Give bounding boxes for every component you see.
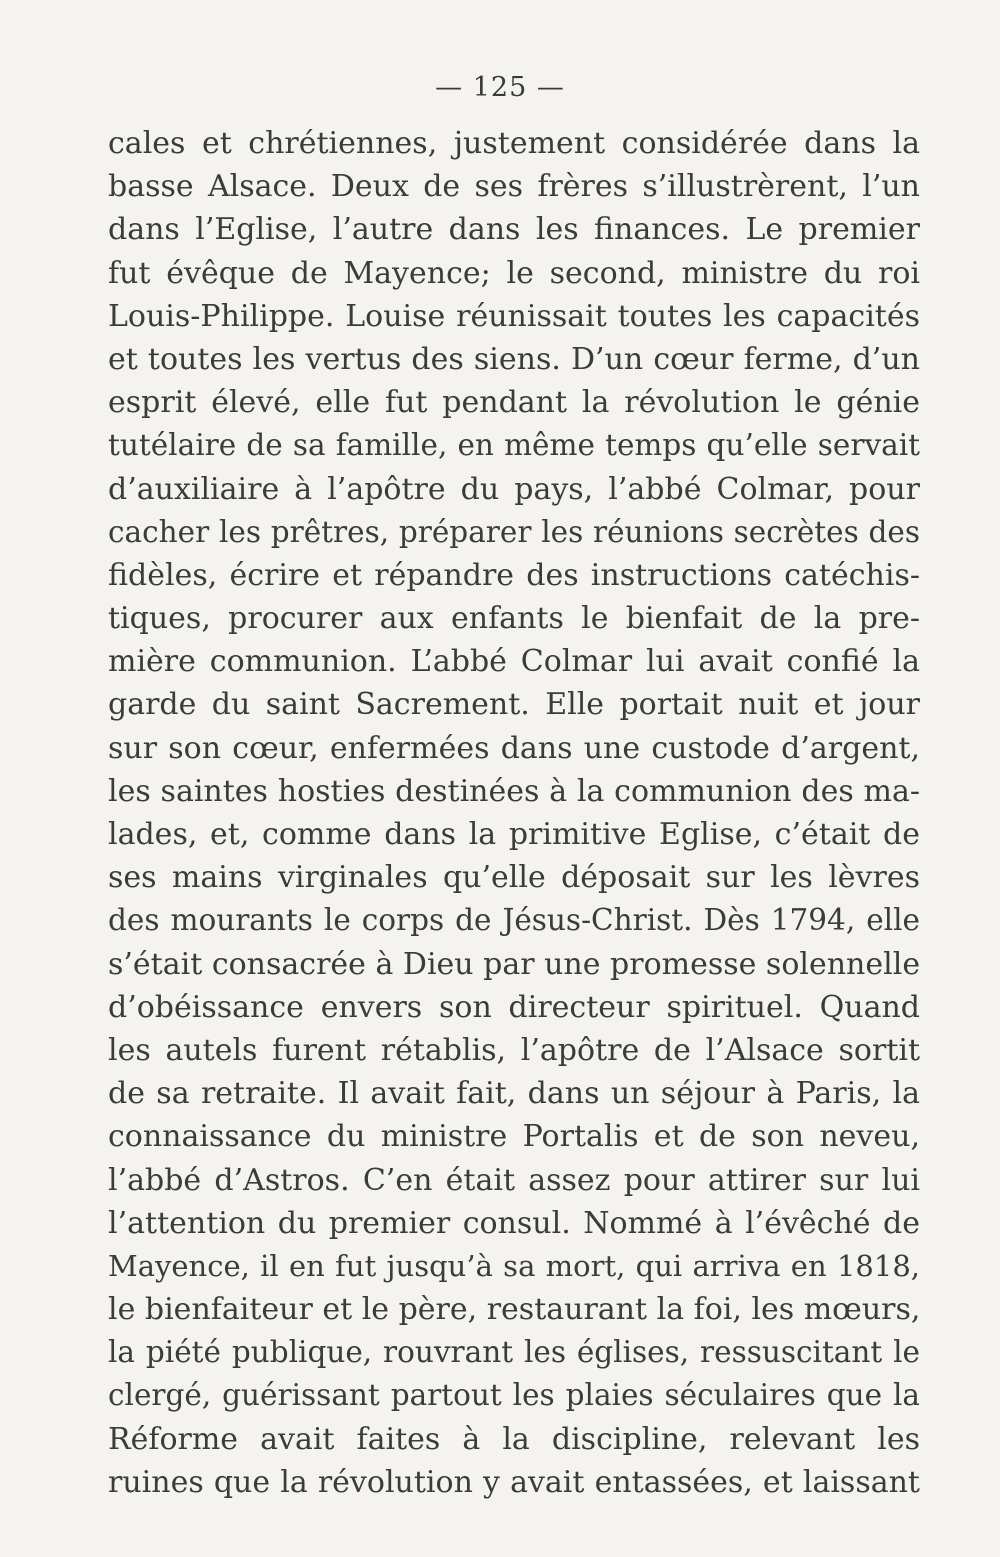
text-line: Réforme avait faites à la discipline, relevant les [108, 1421, 920, 1457]
text-line: sur son cœur, enfermées dans une custode d’argent, [108, 730, 920, 766]
text-line: mière communion. L’abbé Colmar lui avait confié la [108, 644, 920, 680]
text-line: clergé, guérissant partout les plaies séculaires que la [108, 1378, 920, 1413]
text-line: basse Alsace. Deux de ses frères s’illustrèrent, l’un [108, 169, 920, 205]
text-line: s’était consacrée à Dieu par une promesse solennelle [108, 946, 921, 982]
body-text [108, 122, 920, 1504]
text-line: Mayence, il en fut jusqu’à sa mort, qui arriva en 1818, [108, 1248, 920, 1283]
text-line: connaissance du ministre Portalis et de son neveu, [108, 1119, 920, 1155]
text-line: cales et chrétiennes, justement considérée dans la [108, 126, 920, 161]
text-line: de sa retraite. Il avait fait, dans un séjour à Paris, la [108, 1076, 920, 1112]
text-line: cacher les prêtres, préparer les réunions secrètes des [108, 514, 920, 549]
text-line: la piété publique, rouvrant les églises, ressuscitant le [108, 1335, 920, 1370]
text-line: dans l’Eglise, l’autre dans les finances. Le premier [108, 212, 920, 248]
text-line: l’attention du premier consul. Nommé à l’évêché de [108, 1205, 920, 1241]
text-line: les autels furent rétablis, l’apôtre de l’Alsace sortit [108, 1032, 920, 1068]
text-line: Louis-Philippe. Louise réunissait toutes les capacités [108, 298, 920, 334]
text-line: d’obéissance envers son directeur spirituel. Quand [108, 989, 920, 1025]
text-line: et toutes les vertus des siens. D’un cœur ferme, d’un [108, 341, 920, 377]
text-line: ruines que la révolution y avait entassées, et laissant [108, 1464, 920, 1500]
text-line: ses mains virginales qu’elle déposait sur les lèvres [108, 860, 920, 896]
page-number: — 125 — [435, 72, 565, 103]
text-line: des mourants le corps de Jésus-Christ. Dès 1794, elle [108, 903, 920, 938]
text-line: tiques, procurer aux enfants le bienfait de la pre- [108, 601, 920, 637]
text-line: le bienfaiteur et le père, restaurant la foi, les mœurs, [108, 1292, 921, 1328]
text-line: lades, et, comme dans la primitive Eglise, c’était de [108, 817, 920, 852]
text-line: les saintes hosties destinées à la communion des ma- [108, 773, 920, 809]
text-line: garde du saint Sacrement. Elle portait nuit et jour [108, 687, 920, 723]
text-line: esprit élevé, elle fut pendant la révolution le génie [108, 385, 920, 421]
text-line: d’auxiliaire à l’apôtre du pays, l’abbé Colmar, pour [108, 471, 920, 507]
text-line: fut évêque de Mayence; le second, ministre du roi [108, 255, 920, 291]
text-line: tutélaire de sa famille, en même temps qu’elle servait [108, 428, 920, 463]
text-line: fidèles, écrire et répandre des instructions catéchis- [108, 557, 920, 593]
text-line: l’abbé d’Astros. C’en était assez pour attirer sur lui [108, 1162, 920, 1198]
